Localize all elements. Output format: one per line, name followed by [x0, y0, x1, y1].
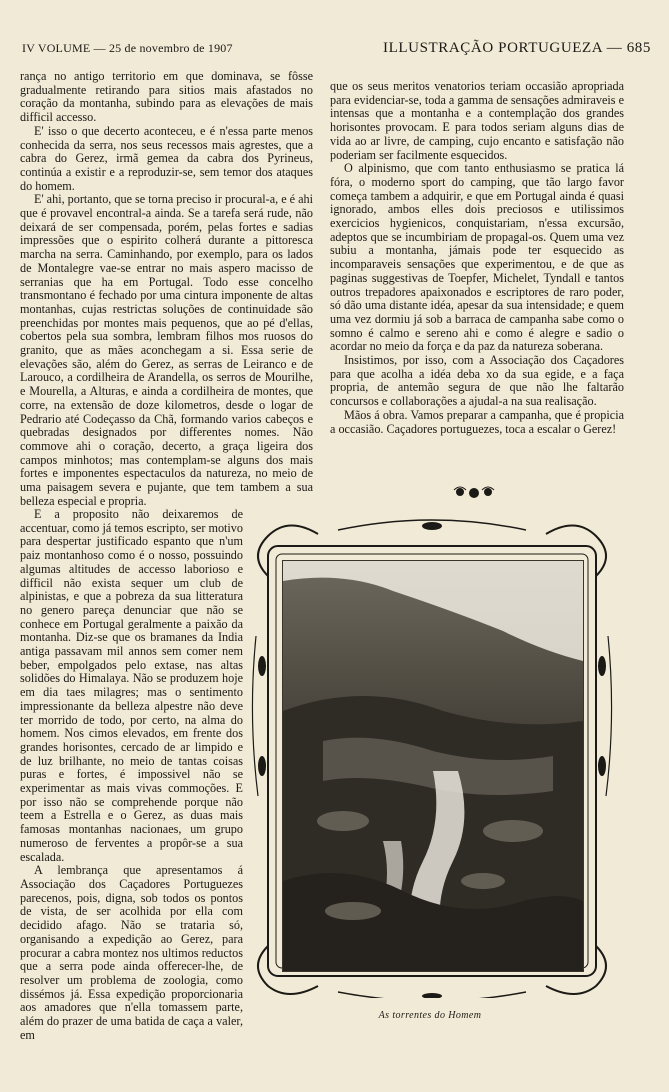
- paragraph: E a proposito não deixaremos de accentuar, como já temos escripto, ser motivo para despertar justificado espanto que n'um paiz montanhoso como é o nosso, possuindo algumas altitudes de accesso laborioso e difficil não exista sequer um club de alpinistas, e que a pobreza da sua litteratura no genero pareça denunciar que não se conhece em Portugal geralmente a paixão da montanha. Diz-se que os bramanes da India antiga passavam mil annos sem comer nem beber, empolgados pelo extase, nas altas solidões do Himalaya. Não se produzem hoje em dia taes milagres; mas o sentimento impressionante da belleza alpestre não deve ter morrido de todo, por certo, na alma do homem. Nos cimos elevados, em frente dos grandes horisontes, cercado de ar limpido e de luz brilhante, no meio de tantas coisas puras e fortes, é impossivel não se experimentar as mais vivas commoções. E por isso não se comprehende porque não teem a Estrella e o Gerez, as duas mais famosas montanhas nacionaes, um grupo numeroso de ferventes a propôr-se a sua escalada.: [20, 507, 243, 864]
- paragraph: Insistimos, por isso, com a Associação dos Caçadores para que acolha a idéa deba xo da sua egide, e a faça propria, de antemão segura de que não lhe faltarão concursos e collaborações a ajudal-a na sua realisação.: [330, 353, 624, 409]
- waterfall-landscape-icon: [283, 561, 583, 971]
- paragraph: E' isso o que decerto aconteceu, e é n'essa parte menos conhecida da serra, nos seus recessos mais agrestes, que a cabra do Gerez, irmã gemea da cabra dos Pyrineus, continúa a existir e a reproduzir-se, sem temor dos ataques do homem.: [20, 123, 313, 193]
- paragraph: E' ahi, portanto, que se torna preciso ir procural-a, e é ahi que é provavel encontral-a ainda. Se a tarefa será rude, não deixará de ser compensada, porém, pelas fortes e sadias impressões que o espirito colherá durante a pittoresca marcha na serra. Caminhando, por exemplo, para os lados de Montalegre vae-se entrar no mais aspero macisso de serranias que ha em Portugal. Todo esse concelho transmontano é fechado por uma cintura imponente de altas montanhas, cujas restrictas soluções de continuidade são preenchidas por montes mais pequenos, que ao pé d'ellas, cobertos pela sua sombra, lembram filhos mos ruosos do granito, que as mães aconchegam a si. Essa serie de elevações são, além do Gerez, as serras de Leiranco e de Larouco, a cordilheira de Arandella, os serros de Mourilhe, e Mourella, a Alturas, e ainda a cordilheira de montes, que corre, na extensão de doze kilometros, desde o logar de Pedrario até Codeçasso da Chã, formando varios cabeços e quebradas designados por differentes nomes. Não commove ahi o coração, decerto, a graça ligeira dos campos minhotos; mas contemplam-se alguns dos mais fortes e imponentes espectaculos da natureza, no meio de uma paisagem severa e pujante, que tem tambem a sua belleza especial e propria.: [20, 192, 314, 508]
- landscape-photo: [282, 560, 584, 972]
- publication-title: ILLUSTRAÇÃO PORTUGUEZA — 685: [383, 40, 651, 56]
- paragraph: A lembrança que apresentamos á Associação dos Caçadores Portuguezes parecenos, pois, digna, sob todos os pontos de vista, de ser acolhida por ella com decidido afago. Não se trataria só, organisando a expedição ao Gerez, para procurar a cabra montez nos ultimos reductos que a serra pode ainda offerecer-lhe, de resolver um problema de zoologia, como dissémos já. Essa expedição proporcionaria aos amadores que n'ella tomassem parte, além do prazer de uma batida de caça a valer, em: [20, 863, 243, 1042]
- paragraph: O alpinismo, que com tanto enthusiasmo se pratica lá fóra, o moderno sport do camping, que tão largo favor começa tambem a adquirir, e que em Portugal ainda é quasi ignorado, ambos elles dois preciosos e utilissimos exercicios hygienicos, conquistariam, n'essa excursão, adeptos que se incumbiriam de propagal-os. Quem uma vez subiu a montanha, jámais pode ter esquecido as incomparaveis sensações que experimentou, e de que as paginas suggestivas de Toepfer, Michelet, Tyndall e tantos outros trepadores apaixonados e escriptores de raro poder, só dão uma distante idéa, apesar da sua intensidade; e quem uma vez dormiu já sob a barraca de campanha sabe como o somno é calmo e sereno ahi e como é alegre e sadio o acordar no meio da força e da paz da natureza soberana.: [330, 161, 624, 354]
- right-column: [330, 80, 624, 436]
- photo-caption: As torrentes do Homem: [378, 1010, 482, 1021]
- paragraph: rança no antigo territorio em que dominava, se fôsse gradualmente retirando para sitios mais afastados no coração da montanha, subindo para as elevações de mais difficil accesso.: [20, 69, 313, 125]
- volume-date: IV VOLUME — 25 de novembro de 1907: [22, 41, 233, 55]
- left-column: [20, 70, 313, 509]
- page-header: [22, 40, 651, 60]
- paragraph: Mãos á obra. Vamos preparar a campanha, que é propicia a occasião. Caçadores portuguezes, toca a escalar o Gerez!: [330, 407, 624, 436]
- fleuron-ornament-icon: [452, 484, 496, 500]
- left-column-narrow: [20, 508, 243, 1042]
- paragraph: que os seus meritos venatorios teriam occasião apropriada para evidenciar-se, toda a gamma de sensações admiraveis e intensas que a montanha e a contemplação dos grandes horisontes provocam. E para todos seriam alguns dias de vida ao ar livre, de camping, cujo encanto e satisfação não poderiam ser facilmente esquecidos.: [330, 79, 624, 162]
